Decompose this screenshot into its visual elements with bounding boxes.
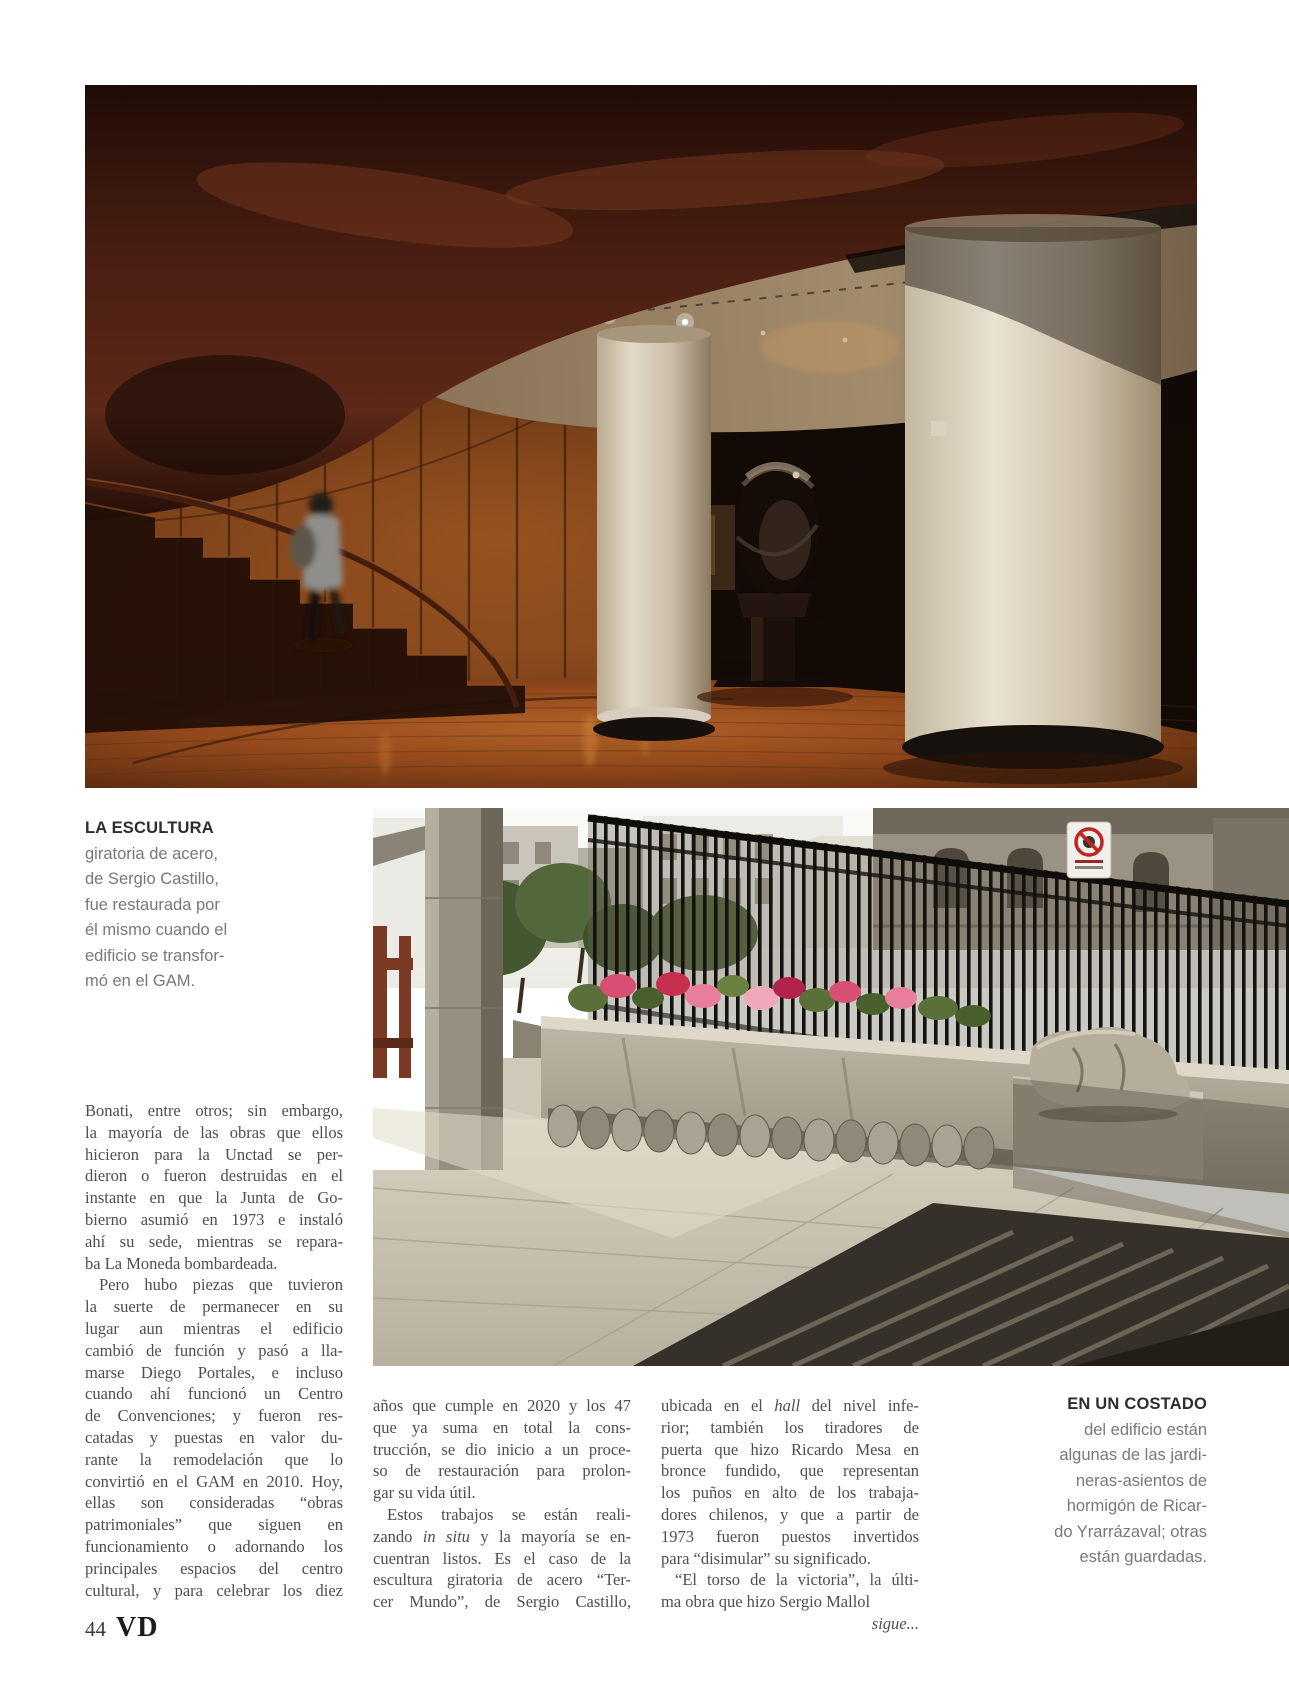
text-line: hicieron para la Unctad se per-: [85, 1144, 343, 1164]
text-line: ahí su sede, mientras se repara-: [85, 1231, 343, 1251]
text-line: bronce fundido, que representan: [661, 1461, 919, 1481]
text-line: ubicada en el hall del nivel infe-: [661, 1396, 919, 1415]
text-line: escultura giratoria de acero “Ter-: [373, 1570, 631, 1590]
caption-line: de Sergio Castillo,: [85, 870, 219, 888]
body-column-3: [661, 1395, 919, 1635]
text-line: marse Diego Portales, e incluso: [85, 1362, 343, 1382]
text-line: cuando ahí funcionó un Centro: [85, 1384, 343, 1404]
caption-line: mó en el GAM.: [85, 972, 196, 990]
magazine-logo: VD: [116, 1612, 159, 1643]
text-line: cuentran listos. Es el caso de la: [373, 1548, 631, 1568]
photo-gam-interior: [85, 85, 1197, 788]
body-column-2: [373, 1395, 631, 1613]
text-line: cultural, y para celebrar los diez: [85, 1580, 343, 1600]
wall-plaque: [931, 421, 947, 436]
text-line: cer Mundo”, de Sergio Castillo,: [373, 1592, 631, 1612]
text-line: patrimoniales” que siguen en: [85, 1515, 343, 1535]
body-column-1: [85, 1100, 343, 1601]
page-number: 44: [85, 1617, 106, 1641]
text-line: sigue...: [871, 1613, 919, 1633]
caption-line: hormigón de Ricar-: [1066, 1497, 1207, 1515]
text-line: trucción, se dio inicio a un proce-: [373, 1439, 631, 1459]
text-line: de Convenciones; y fueron res-: [85, 1406, 343, 1426]
text-line: cambió de función y pasó a lla-: [85, 1340, 343, 1360]
text-line: puerta que hizo Ricardo Mesa en: [661, 1439, 919, 1459]
text-line: Bonati, entre otros; sin embargo,: [85, 1101, 343, 1120]
caption-title: EN UN COSTADO: [1067, 1395, 1207, 1413]
text-line: funcionamiento o adornando los: [85, 1536, 343, 1556]
caption-line: neras-asientos de: [1075, 1471, 1207, 1490]
text-line: rante la remodelación que lo: [85, 1449, 343, 1469]
text-line: años que cumple en 2020 y los 47: [373, 1396, 631, 1415]
text-line: ellas son consideradas “obras: [85, 1493, 343, 1513]
caption-line: algunas de las jardi-: [1059, 1446, 1207, 1464]
caption-line: del edificio están: [1084, 1420, 1207, 1439]
white-column-right: [883, 214, 1183, 784]
text-line: principales espacios del centro: [85, 1558, 343, 1578]
text-line: ba La Moneda bombardeada.: [85, 1253, 278, 1273]
photo-gam-exterior: [373, 808, 1289, 1366]
caption-line: do Yrarrázaval; otras: [1054, 1522, 1207, 1541]
text-line: dores chilenos, y que a partir de: [661, 1504, 919, 1524]
caption-la-escultura: [85, 816, 295, 995]
caption-title: LA ESCULTURA: [85, 819, 214, 837]
caption-lines: [949, 1418, 1207, 1571]
text-line: bierno asumió en 1973 e instaló: [85, 1209, 343, 1229]
caption-line: están guardadas.: [1079, 1548, 1207, 1566]
caption-line: giratoria de acero,: [85, 844, 218, 863]
text-line: para “disimular” su significado.: [661, 1548, 871, 1568]
text-line: so de restauración para prolon-: [373, 1461, 631, 1481]
no-dogs-sign: [1067, 822, 1111, 878]
text-line: gar su vida útil.: [373, 1483, 476, 1503]
text-line: rior; también los tiradores de: [661, 1417, 919, 1437]
text-line: catadas y puestas en valor du-: [85, 1427, 343, 1447]
text-line: la suerte de permanecer en su: [85, 1297, 343, 1317]
text-line: instante en que la Junta de Go-: [85, 1188, 343, 1208]
caption-line: él mismo cuando el: [85, 921, 228, 939]
text-line: lugar aun mientras el edificio: [85, 1318, 343, 1338]
text-line: Pero hubo piezas que tuvieron: [99, 1275, 343, 1295]
text-line: zando in situ y la mayoría se en-: [373, 1526, 631, 1546]
text-line: los puños en alto de los trabaja-: [661, 1483, 919, 1503]
text-line: “El torso de la victoria”, la últi-: [675, 1570, 919, 1590]
photo-gam-exterior-art: [373, 808, 1289, 1366]
text-line: la mayoría de las obras que ellos: [85, 1122, 343, 1142]
caption-lines: [85, 842, 295, 995]
caption-line: fue restaurada por: [85, 895, 220, 914]
page-footer: [85, 1612, 158, 1644]
caption-en-un-costado: [949, 1392, 1207, 1571]
text-line: que ya suma en total la cons-: [373, 1417, 631, 1437]
text-line: 1973 fueron puestos invertidos: [661, 1526, 919, 1546]
text-line: Estos trabajos se están reali-: [387, 1504, 631, 1524]
white-column-left: [593, 325, 715, 741]
caption-line: edificio se transfor-: [85, 946, 225, 965]
photo-gam-interior-art: [85, 85, 1197, 788]
text-line: dieron o fueron destruidas en el: [85, 1166, 343, 1186]
text-line: ma obra que hizo Sergio Mallol: [661, 1592, 871, 1612]
text-line: convirtió en el GAM en 2010. Hoy,: [85, 1471, 343, 1491]
